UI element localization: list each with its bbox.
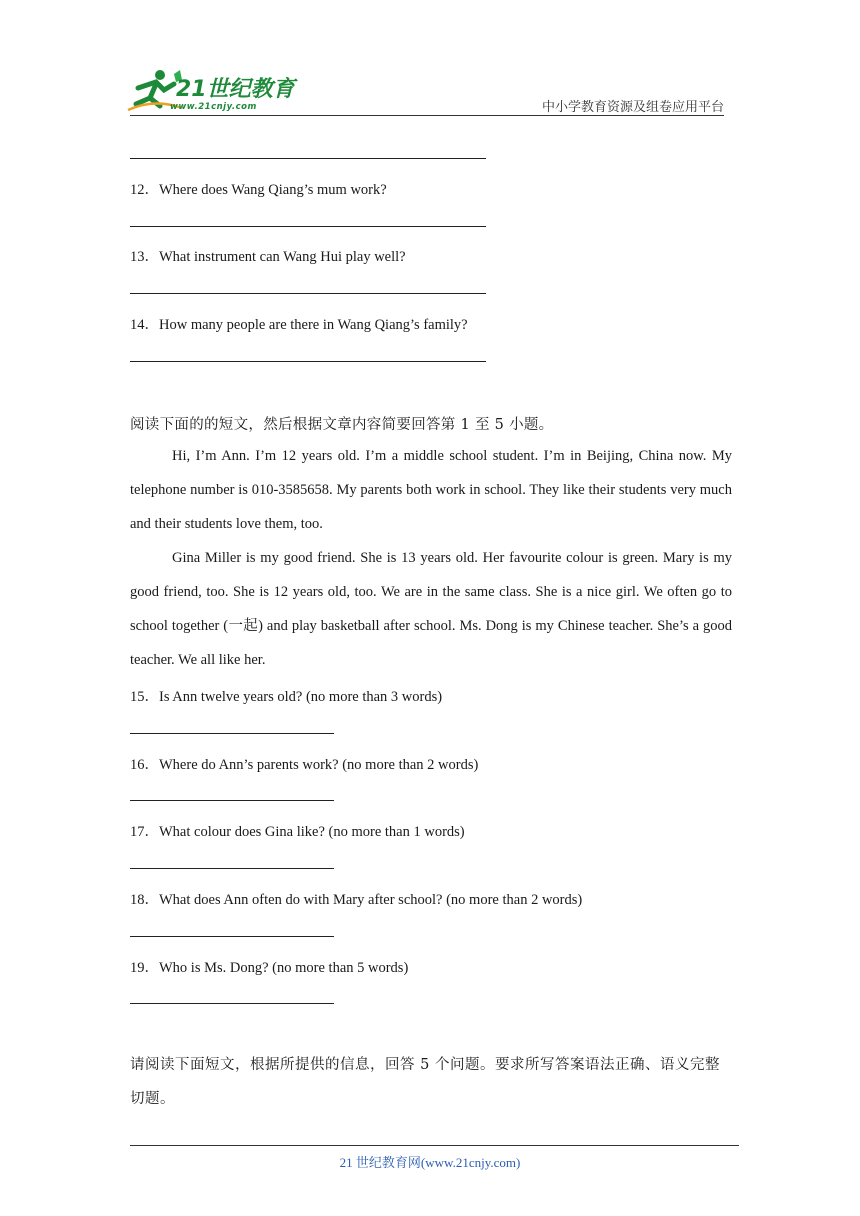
- answer-line[interactable]: [130, 361, 486, 362]
- question-15: [130, 685, 442, 706]
- logo-text: 21世纪教育: [176, 77, 295, 102]
- logo: [124, 68, 304, 118]
- answer-line[interactable]: [130, 1003, 334, 1004]
- logo-url: www.21cnjy.com: [170, 102, 257, 112]
- question-17: [130, 820, 465, 841]
- question-text: Where does Wang Qiang’s mum work?: [159, 182, 387, 198]
- question-text: What instrument can Wang Hui play well?: [159, 249, 406, 265]
- header-platform-text: 中小学教育资源及组卷应用平台: [541, 99, 724, 114]
- answer-line[interactable]: [130, 936, 334, 937]
- passage-paragraph-1: Hi, I’m Ann. I’m 12 years old. I’m a middle school student. I’m in Beijing, China now. My telephone number is 010-3585658. My parents both work in school. They like their students very much and their students love them, too.: [130, 448, 732, 532]
- answer-line[interactable]: [130, 293, 486, 294]
- question-number: 18．: [130, 892, 159, 908]
- question-number: 14．: [130, 317, 159, 333]
- section-instruction: 阅读下面的的短文，然后根据文章内容简要回答第 1 至 5 小题。: [130, 417, 554, 433]
- answer-line[interactable]: [130, 226, 486, 227]
- answer-line[interactable]: [130, 733, 334, 734]
- question-text: What colour does Gina like? (no more than 1 words): [159, 824, 465, 840]
- answer-line[interactable]: [130, 868, 334, 869]
- passage-paragraph-2: Gina Miller is my good friend. She is 13 years old. Her favourite colour is green. Mary is my good friend, too. She is 12 years old, too. We are in the same class. She is a nice girl. We often go to school together (一起) and play basketball after school. Ms. Dong is my Chinese teacher. She’s a good teacher. We all like her.: [130, 550, 732, 668]
- question-18: [130, 888, 582, 909]
- question-number: 13．: [130, 249, 159, 265]
- question-14: [130, 313, 468, 334]
- question-16: [130, 753, 478, 774]
- footer-link[interactable]: 21 世纪教育网(www.21cnjy.com): [339, 1155, 521, 1170]
- question-number: 12．: [130, 182, 159, 198]
- question-number: 16．: [130, 757, 159, 773]
- answer-line[interactable]: [130, 800, 334, 801]
- question-number: 17．: [130, 824, 159, 840]
- question-text: Where do Ann’s parents work? (no more than 2 words): [159, 757, 479, 773]
- question-number: 15．: [130, 689, 159, 705]
- question-number: 19．: [130, 960, 159, 976]
- answer-line[interactable]: [130, 158, 486, 159]
- question-text: Is Ann twelve years old? (no more than 3 words): [159, 689, 443, 705]
- question-text: How many people are there in Wang Qiang’s family?: [159, 317, 468, 333]
- header-divider: [130, 115, 724, 116]
- footer-divider: [130, 1145, 739, 1146]
- question-19: [130, 956, 408, 977]
- question-text: Who is Ms. Dong? (no more than 5 words): [159, 960, 409, 976]
- question-13: [130, 245, 406, 266]
- question-12: [130, 178, 387, 199]
- section-instruction-3: 请阅读下面短文，根据所提供的信息，回答 5 个问题。要求所写答案语法正确、语义完整切题。: [130, 1057, 720, 1107]
- question-text: What does Ann often do with Mary after school? (no more than 2 words): [159, 892, 583, 908]
